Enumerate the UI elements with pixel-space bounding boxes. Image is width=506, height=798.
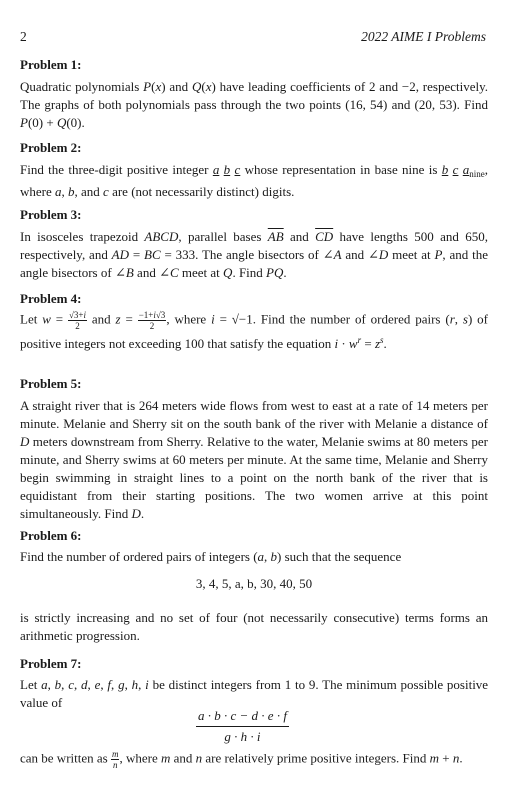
problem-5-text: A straight river that is 264 meters wide flows from west to east at a rate of 14 meters per minute. Melanie and Sherry sit on the south bank of the river with Melanie a distance of D meters downstream from Sherry. Relative to the water, Melanie swims at 80 meters per minute, and Sherry swims at 60 meters per minute. At the same time, Melanie and Sherry begin swimming in straight lines to a point on the north bank of the river that is equidistant from their starting positions. The two women arrive at this point simultaneously. Find D. <box>20 398 488 521</box>
problem-6-heading: Problem 6: <box>20 528 82 543</box>
problem-1-heading: Problem 1: <box>20 57 82 72</box>
problem-7-fraction <box>196 708 289 745</box>
page-number: 2 <box>20 29 27 44</box>
problem-2-text: Find the three-digit positive integer a b c whose representation in base nine is b c $a_{nine}$, where a, b, and c are (not necessarily distinct) digits. <box>20 162 489 199</box>
problem-2-heading: Problem 2: <box>20 140 82 155</box>
problem-3-text: In isosceles trapezoid ABCD, parallel bases $\overline{AB}$ and $\overline{CD}$ have lengths 500 and 650, respectively, and AD = BC = 333. The angle bisectors of ∠A and ∠D meet at P, and the angle bisectors of ∠B and ∠C meet at Q. Find PQ. <box>20 229 488 280</box>
problem-7-heading: Problem 7: <box>20 656 82 671</box>
problem-7-text-1: Let a, b, c, d, e, f, g, h, i be distinct integers from 1 to 9. The minimum possible positive value of <box>20 677 489 710</box>
problem-4-text: Let w = $\frac{√3+i}{2}$ and z = $\frac{-1+i√3}{2}$ , where i = √−1. Find the number of ordered pairs (r, s) of positive integers not exceeding 100 that satisfy the equation $i \cdot w^r = z^s$. <box>20 310 489 351</box>
fraction-denominator: g · h · i <box>224 729 261 744</box>
fraction-numerator: a · b · c − d · e · f <box>196 708 289 727</box>
page-header <box>20 29 486 47</box>
problem-6-text-2: is strictly increasing and no set of four (not necessarily consecutive) terms forms an arithmetic progression. <box>20 610 488 643</box>
problem-6-text-1: Find the number of ordered pairs of integers (a, b) such that the sequence <box>20 549 402 564</box>
problem-1-text: Quadratic polynomials P(x) and Q(x) have leading coefficients of 2 and −2, respectively. The graphs of both polynomials pass through the two points (16, 54) and (20, 53). Find P(0) + Q(0). <box>20 79 488 130</box>
problem-7-text-2: can be written as $\frac{m}{n}$ , where m and n are relatively prime positive integers. Find m + n. <box>20 749 463 770</box>
problem-4-heading: Problem 4: <box>20 291 82 306</box>
problem-5-heading: Problem 5: <box>20 376 82 391</box>
problem-3-heading: Problem 3: <box>20 207 82 222</box>
page-title: 2022 AIME I Problems <box>361 29 486 44</box>
problem-6-sequence: 3, 4, 5, a, b, 30, 40, 50 <box>195 576 313 591</box>
